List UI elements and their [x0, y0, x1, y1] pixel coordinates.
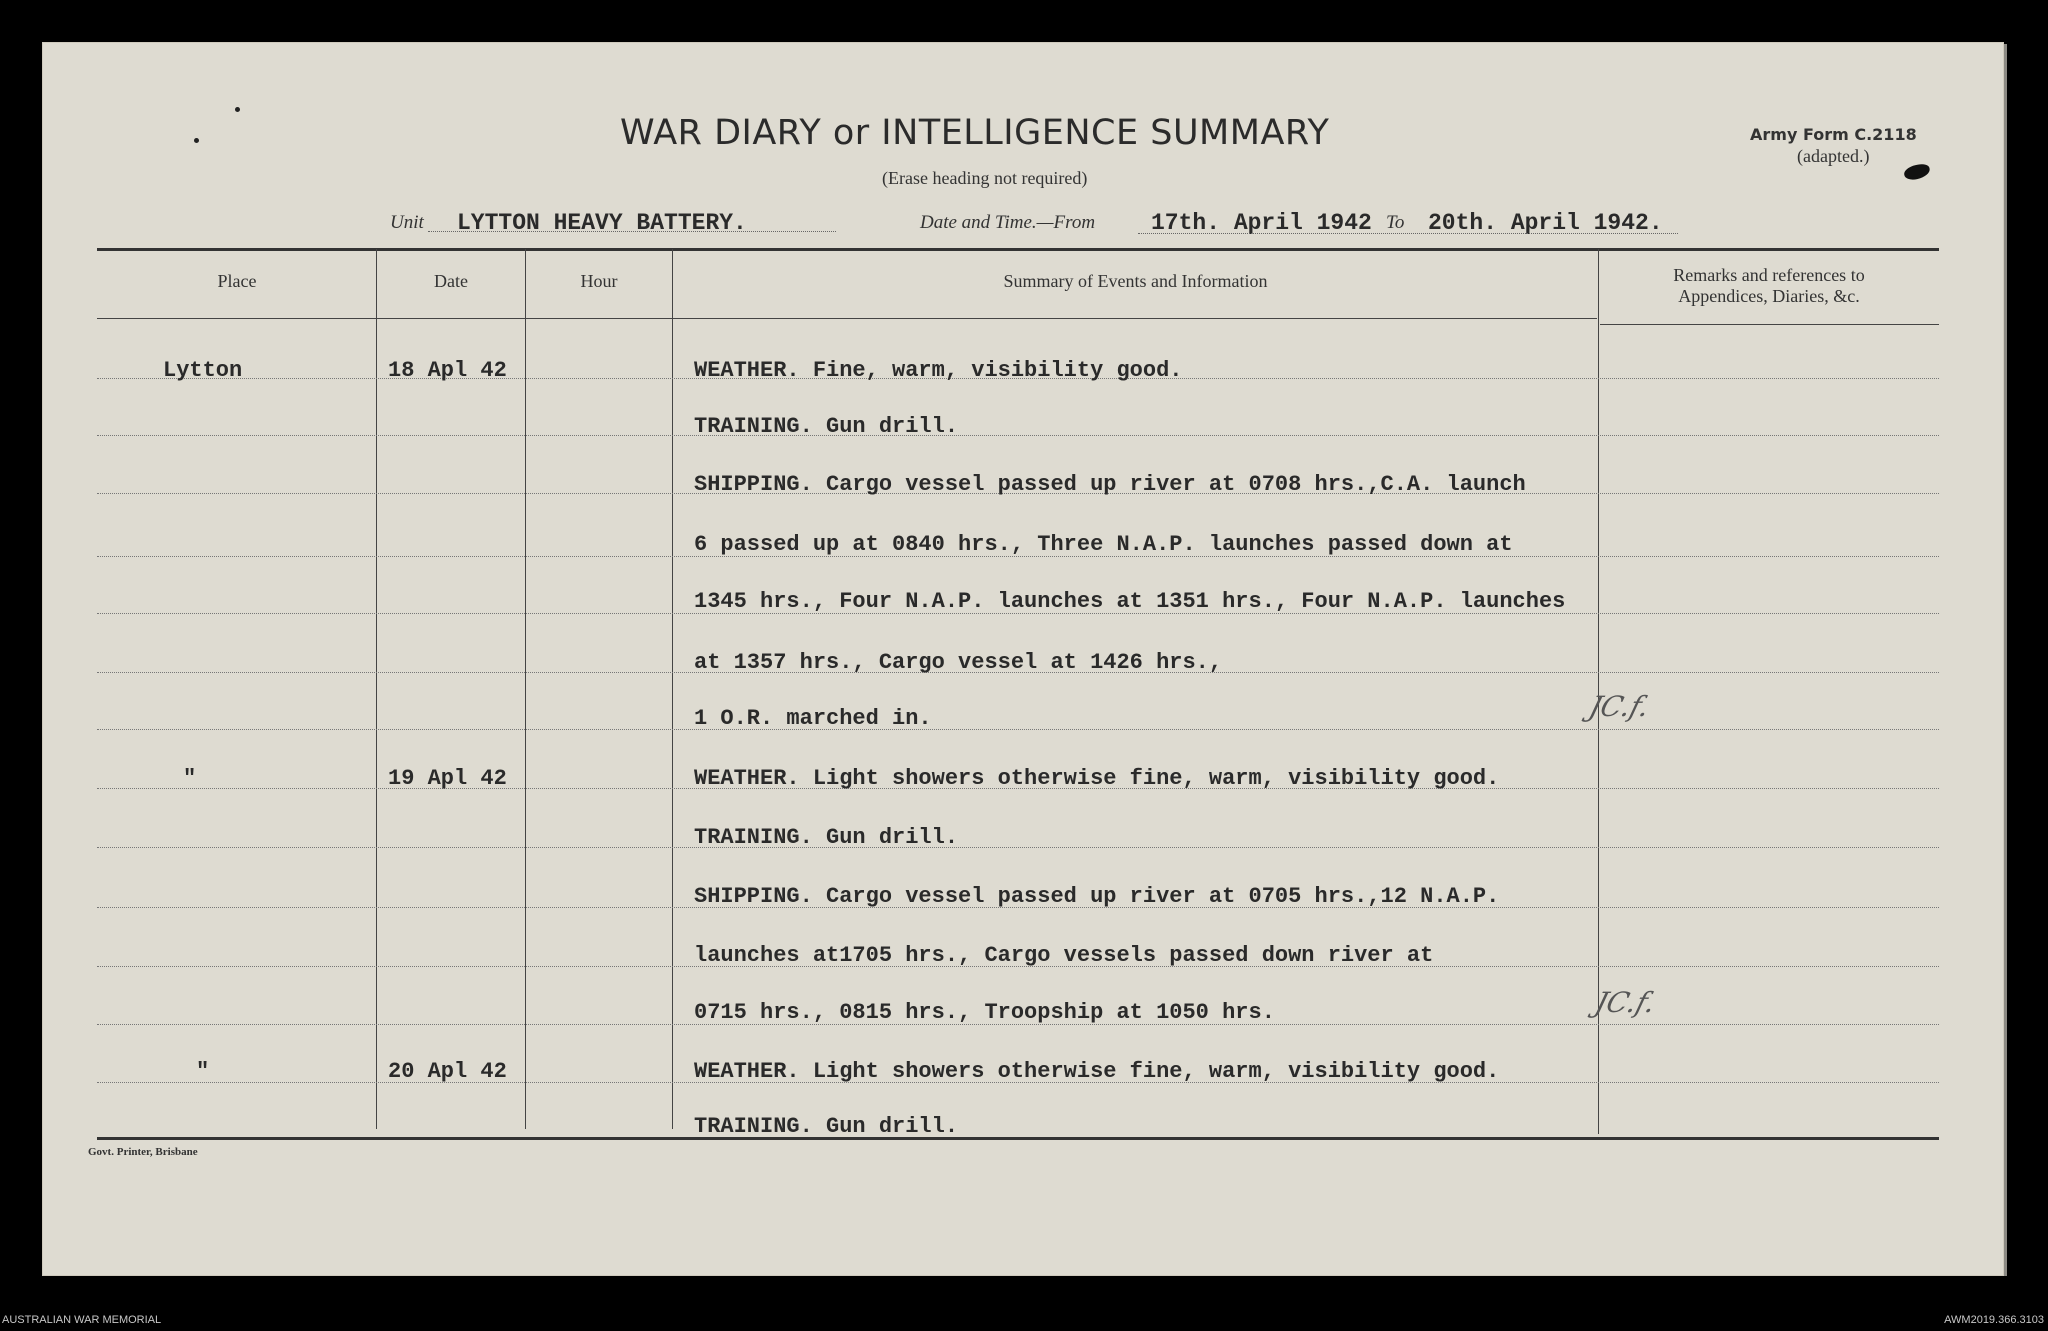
page-title: WAR DIARY or INTELLIGENCE SUMMARY [620, 113, 1330, 153]
printer-imprint: Govt. Printer, Brisbane [88, 1146, 198, 1158]
summary-line: SHIPPING. Cargo vessel passed up river at 0708 hrs.,C.A. launch [694, 472, 1526, 497]
summary-line: 6 passed up at 0840 hrs., Three N.A.P. launches passed down at [694, 532, 1513, 557]
summary-line: SHIPPING. Cargo vessel passed up river at 0705 hrs.,12 N.A.P. [694, 884, 1500, 909]
handwritten-initials: JC.f. [1585, 690, 1654, 723]
table-top-rule [97, 248, 1939, 251]
summary-line: WEATHER. Light showers otherwise fine, warm, visibility good. [694, 1059, 1500, 1084]
row-guide-line [97, 729, 1939, 730]
row-guide-line [97, 847, 1939, 848]
paper-speck [235, 107, 240, 112]
summary-line: TRAINING. Gun drill. [694, 825, 959, 850]
handwritten-initials: JC.f. [1591, 986, 1660, 1019]
summary-line: WEATHER. Fine, warm, visibility good. [694, 358, 1183, 383]
date-to-label: To [1386, 212, 1405, 233]
column-heading-place: Place [217, 271, 257, 291]
date-time-label: Date and Time.—From [920, 212, 1096, 233]
remarks-heading-line1: Remarks and references to [1673, 265, 1865, 285]
date-from-value: 17th. April 1942 [1151, 210, 1372, 236]
place-cell: " [183, 766, 197, 791]
page-edge-shadow [2004, 44, 2007, 1276]
column-heading-date: Date [434, 271, 468, 291]
summary-line: 0715 hrs., 0815 hrs., Troopship at 1050 hrs. [694, 1000, 1275, 1025]
row-guide-line [97, 435, 1939, 436]
header-bottom-rule [97, 318, 1597, 319]
summary-line: at 1357 hrs., Cargo vessel at 1426 hrs., [694, 650, 1223, 675]
table-bottom-rule [97, 1137, 1939, 1140]
remarks-header-rule [1600, 324, 1939, 325]
summary-line: launches at1705 hrs., Cargo vessels passed down river at [694, 943, 1434, 968]
unit-dotted-line [428, 231, 836, 232]
place-cell: Lytton [163, 358, 243, 383]
remarks-heading-line2: Appendices, Diaries, &c. [1678, 286, 1860, 306]
page-subtitle: (Erase heading not required) [882, 168, 1088, 188]
column-divider-hour [672, 249, 673, 1129]
archive-caption-right: AWM2019.366.3103 [1944, 1314, 2044, 1326]
unit-value: LYTTON HEAVY BATTERY. [457, 210, 747, 236]
unit-label: Unit [390, 212, 424, 233]
column-divider-date [525, 249, 526, 1129]
date-cell: 20 Apl 42 [388, 1059, 507, 1084]
column-heading-summary: Summary of Events and Information [1003, 271, 1268, 291]
date-cell: 19 Apl 42 [388, 766, 507, 791]
army-form-number: Army Form C.2118 [1750, 125, 1917, 144]
column-heading-hour: Hour [580, 271, 618, 291]
army-form-note: (adapted.) [1797, 146, 1870, 166]
date-to-value: 20th. April 1942. [1428, 210, 1663, 236]
place-cell: " [196, 1059, 210, 1084]
summary-line: 1345 hrs., Four N.A.P. launches at 1351 hrs., Four N.A.P. launches [694, 589, 1566, 614]
column-divider-place [376, 249, 377, 1129]
summary-line: TRAINING. Gun drill. [694, 414, 959, 439]
archive-caption-left: AUSTRALIAN WAR MEMORIAL [2, 1314, 162, 1326]
paper-speck [194, 138, 199, 143]
summary-line: WEATHER. Light showers otherwise fine, warm, visibility good. [694, 766, 1500, 791]
date-cell: 18 Apl 42 [388, 358, 507, 383]
summary-line: 1 O.R. marched in. [694, 706, 932, 731]
summary-line: TRAINING. Gun drill. [694, 1114, 959, 1139]
column-heading-remarks [1599, 265, 1939, 307]
date-dotted-line [1138, 233, 1678, 234]
